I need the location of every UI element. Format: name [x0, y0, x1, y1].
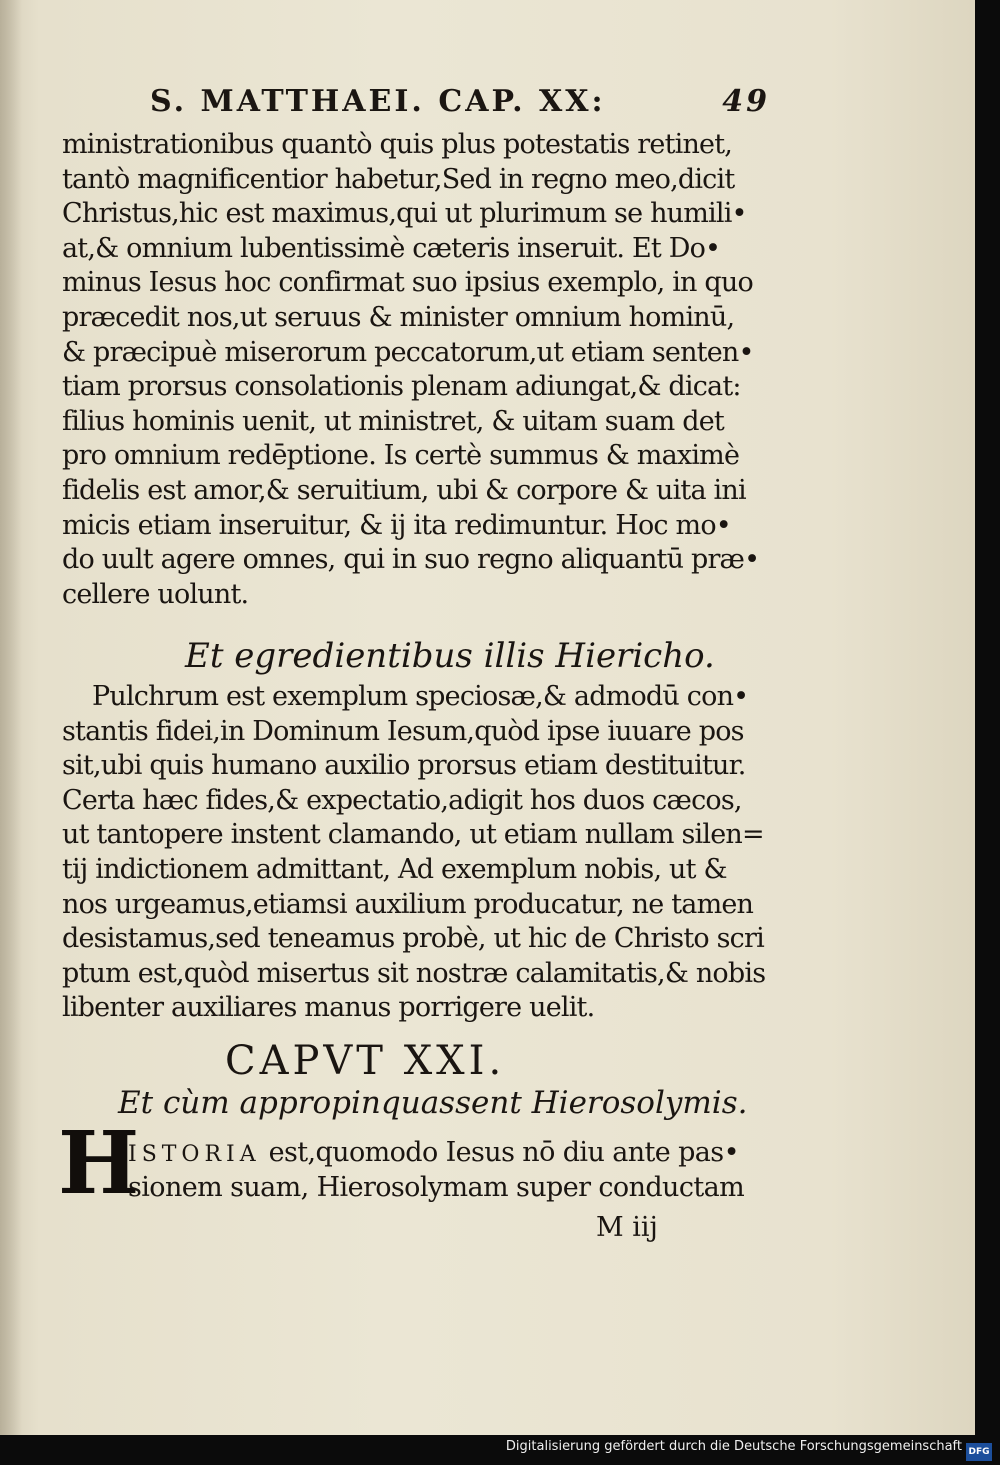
text-line-first	[128, 1136, 768, 1171]
text-line: cellere uolunt.	[62, 578, 249, 610]
chapter-subtitle: Et cùm appropinquassent Hierosolymis.	[118, 1085, 748, 1121]
text-line: ut tantopere instent clamando, ut etiam nullam silen=	[62, 819, 764, 851]
text-line: at,& omnium lubentissimè cæteris inseruit. Et Do•	[62, 232, 721, 264]
text-line: libenter auxiliares manus porrigere uelit.	[62, 992, 595, 1024]
text-line: stantis fidei,in Dominum Iesum,quòd ipse iuuare pos	[62, 715, 744, 747]
text-line: micis etiam inseruitur, & ij ita redimuntur. Hoc mo•	[62, 509, 731, 541]
text-line: sionem suam, Hierosolymam super conductam	[128, 1171, 745, 1203]
text-line: & præcipuè miserorum peccatorum,ut etiam senten•	[62, 336, 754, 368]
text-line: ministrationibus quantò quis plus potestatis retinet,	[62, 129, 733, 160]
chapter-title: CAPVT XXI.	[225, 1038, 506, 1084]
text-line: do uult agere omnes, qui in suo regno aliquantū præ•	[62, 544, 760, 576]
digitization-credit: Digitalisierung gefördert durch die Deutsche Forschungsgemeinschaft	[505, 1439, 962, 1454]
text-line: desistamus,sed teneamus probè, ut hic de Christo scri	[62, 923, 764, 955]
running-head-title: S. MATTHAEI. CAP. XX:	[150, 84, 606, 119]
page-gutter-shadow	[0, 0, 22, 1435]
dropcap-initial: H	[58, 1113, 140, 1214]
text-line: pro omnium redēptione. Is certè summus & maximè	[62, 440, 740, 472]
paragraph-3	[128, 1136, 768, 1205]
folio-number: 49	[722, 84, 770, 119]
section-subheading: Et egredientibus illis Hiericho.	[185, 636, 715, 676]
signature-mark: M iij	[596, 1212, 658, 1243]
paragraph-2	[62, 680, 772, 1026]
lead-word: ISTORIA	[128, 1142, 261, 1167]
text-line: minus Iesus hoc confirmat suo ipsius exemplo, in quo	[62, 267, 753, 299]
text-line: tiam prorsus consolationis plenam adiungat,& dicat:	[62, 371, 741, 403]
text-line: ptum est,quòd misertus sit nostræ calamitatis,& nobis	[62, 957, 766, 989]
text-line: sit,ubi quis humano auxilio prorsus etiam destituitur.	[62, 750, 746, 782]
running-head	[150, 84, 770, 124]
text-line: filius hominis uenit, ut ministret, & uitam suam det	[62, 405, 724, 437]
text-line: Certa hæc fides,& expectatio,adigit hos duos cæcos,	[62, 784, 742, 816]
text-line-rest: est,quomodo Iesus nō diu ante pas•	[268, 1137, 739, 1168]
text-line: Christus,hic est maximus,qui ut plurimum se humili•	[62, 198, 747, 230]
text-line: nos urgeamus,etiamsi auxilium producatur, ne tamen	[62, 888, 754, 920]
text-line: præcedit nos,ut seruus & minister omnium hominū,	[62, 301, 735, 333]
text-line: Pulchrum est exemplum speciosæ,& admodū con•	[92, 681, 749, 712]
text-line: fidelis est amor,& seruitium, ubi & corpore & uita ini	[62, 474, 746, 506]
text-line: tij indictionem admittant, Ad exemplum nobis, ut &	[62, 853, 727, 885]
dfg-logo: DFG	[966, 1443, 992, 1461]
paragraph-1	[62, 128, 767, 612]
text-line: tantò magnificentior habetur,Sed in regno meo,dicit	[62, 163, 735, 195]
